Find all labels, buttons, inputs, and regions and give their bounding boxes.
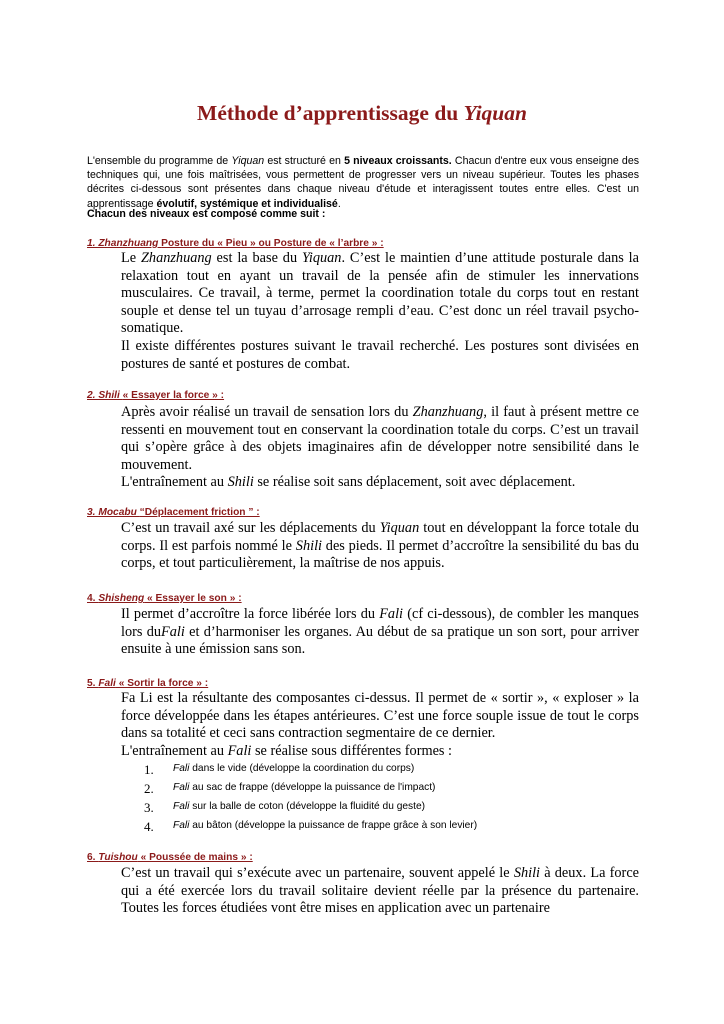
heading-number: 4. xyxy=(87,593,99,604)
text: Zhanzhuang xyxy=(412,404,484,420)
text: Zhanzhuang xyxy=(140,250,212,266)
text: C’est un travail qui s’exécute avec un partenaire, souvent appelé le xyxy=(121,865,514,881)
heading-term: Shisheng xyxy=(98,593,145,604)
section-body-6 xyxy=(121,865,639,918)
intro-paragraph xyxy=(87,154,639,211)
section-heading-3 xyxy=(87,507,260,518)
text: L'entraînement au xyxy=(121,742,228,759)
paragraph xyxy=(121,606,639,659)
list-number: 3. xyxy=(144,800,154,815)
text: Après avoir réalisé un travail de sensation lors du xyxy=(121,404,413,420)
text: se réalise soit sans déplacement, soit avec déplacement. xyxy=(253,474,576,491)
text: Fali xyxy=(227,742,252,759)
section-body-3 xyxy=(121,520,639,573)
heading-term: 2. Shili xyxy=(87,390,123,401)
text: Il permet d’accroître la force libérée lors du xyxy=(121,606,380,622)
section-body-5 xyxy=(121,690,639,760)
text: Fali xyxy=(173,820,190,831)
text: . C’est le maintien d’une attitude posturale dans la relaxation tout en ayant un travail de la pensée afin de stimuler les innervations musculaires. Ce travail, à terme, permet la coordination totale du corps tout en restant souple et dense tel un tuyau d’arrosage rempli d’eau. C’est donc un réel travail psycho-somatique. xyxy=(121,250,639,337)
list-text xyxy=(173,801,425,812)
text: tout en développant la force totale du corps. Il est parfois nommé le xyxy=(121,520,639,554)
text: Fali xyxy=(173,782,190,793)
text: , il faut à présent mettre ce ressenti en mouvement tout en conservant la coordination totale du corps. C’est un travail qui s’opère grâce à des objets imaginaires afin de développer notre sensibilité dans le mouvement. xyxy=(121,404,639,473)
intro-text: Chacun d'entre eux vous enseigne des techniques qui, une fois maîtrisées, vous permettent de progresser vers un niveau supérieur. Toutes les phases décrites ci-dessous sont présentes dans chaque niveau d'étude et interagissent toutes entre elles. C'est un apprentissage xyxy=(87,155,640,210)
paragraph xyxy=(121,743,639,761)
text: au bâton (développe la puissance de frappe grâce à son levier) xyxy=(189,820,478,831)
text: Yiquan xyxy=(302,250,342,266)
paragraph xyxy=(121,404,639,474)
paragraph: Il existe différentes postures suivant le travail recherché. Les postures sont divisées en postures de santé et postures de combat. xyxy=(121,337,639,372)
list-number: 4. xyxy=(144,819,154,834)
heading-text: « Essayer le son » : xyxy=(144,593,242,604)
section-body-4 xyxy=(121,606,639,659)
page-title xyxy=(0,101,724,126)
section-heading-4 xyxy=(87,593,242,604)
list-text xyxy=(173,763,414,774)
intro-text: . xyxy=(337,197,341,210)
text: (cf ci-dessous), de combler les manques lors du xyxy=(121,606,639,640)
list-text xyxy=(173,820,477,831)
list-number: 2. xyxy=(144,781,154,796)
text: Shili xyxy=(227,474,254,491)
heading-term: Tuishou xyxy=(98,852,138,863)
intro-text: est structuré en xyxy=(264,155,345,167)
intro-summary: Chacun des niveaux est composé comme suit : xyxy=(87,208,326,220)
paragraph xyxy=(121,865,639,918)
heading-text: « Sortir la force » : xyxy=(115,678,209,689)
intro-text: évolutif, systémique et individualisé xyxy=(156,197,338,210)
text: et d’harmoniser les organes. Au début de sa pratique un son sort, pour arriver ensuite à une émission sans son. xyxy=(121,623,639,658)
text: Yiquan xyxy=(379,520,420,536)
heading-number: 6. xyxy=(87,852,99,863)
heading-text: « Poussée de mains » : xyxy=(137,852,253,863)
text: Le xyxy=(121,250,141,266)
text: Fali xyxy=(379,606,404,622)
text: au sac de frappe (développe la puissance de l'impact) xyxy=(189,782,436,793)
intro-text: L'ensemble du programme de xyxy=(87,155,232,167)
heading-term: Fali xyxy=(98,678,116,689)
text: des pieds. Il permet d’accroître la sensibilité du bas du corps, et tout particulièrement, la maîtrise de nos appuis. xyxy=(121,537,639,572)
text: C’est un travail axé sur les déplacements du xyxy=(121,520,380,536)
heading-text: Posture du « Pieu » ou Posture de « l’arbre » : xyxy=(161,238,384,249)
text: Fali xyxy=(173,763,190,774)
text: Shili xyxy=(295,537,323,554)
section-heading-2 xyxy=(87,390,224,401)
text: se réalise sous différentes formes : xyxy=(251,742,453,759)
list-number: 1. xyxy=(144,762,154,777)
heading-term: 1. Zhanzhuang xyxy=(87,238,162,249)
paragraph: Fa Li est la résultante des composantes ci-dessus. Il permet de « sortir », « exploser » la force développée dans les étapes antérieures. C’est une force souple issue de tout le corps dans sa totalité et ceci sans contraction segmentaire de ce dernier. xyxy=(121,690,639,742)
text: sur la balle de coton (développe la fluidité du geste) xyxy=(189,801,426,812)
text: est la base du xyxy=(211,250,302,266)
title-text: Méthode d’apprentissage du xyxy=(197,101,464,125)
heading-number: 5. xyxy=(87,678,99,689)
text: Fali xyxy=(173,801,190,812)
intro-text: Yiquan xyxy=(231,155,265,167)
heading-text: « Essayer la force » : xyxy=(122,390,225,401)
text: L'entraînement au xyxy=(121,474,228,491)
text: Fali xyxy=(161,623,185,640)
intro-text: 5 niveaux croissants. xyxy=(344,155,452,167)
section-heading-6 xyxy=(87,852,253,863)
section-heading-5 xyxy=(87,678,208,689)
section-body-1 xyxy=(121,250,639,373)
section-body-2 xyxy=(121,404,639,492)
heading-text: “Déplacement friction ” : xyxy=(139,507,260,518)
paragraph xyxy=(121,250,639,338)
paragraph xyxy=(121,474,639,492)
paragraph xyxy=(121,520,639,573)
heading-term: 3. Mocabu xyxy=(87,507,140,518)
title-italic: Yiquan xyxy=(463,101,527,125)
section-heading-1 xyxy=(87,238,384,249)
text: à deux. La force qui a été exercée lors du travail solitaire devient réelle par la présence du partenaire. Toutes les forces étudiées vont être mises en application avec un partenaire xyxy=(121,865,640,917)
list-text xyxy=(173,782,435,793)
text: Shili xyxy=(513,865,541,881)
text: dans le vide (développe la coordination du corps) xyxy=(189,763,415,774)
